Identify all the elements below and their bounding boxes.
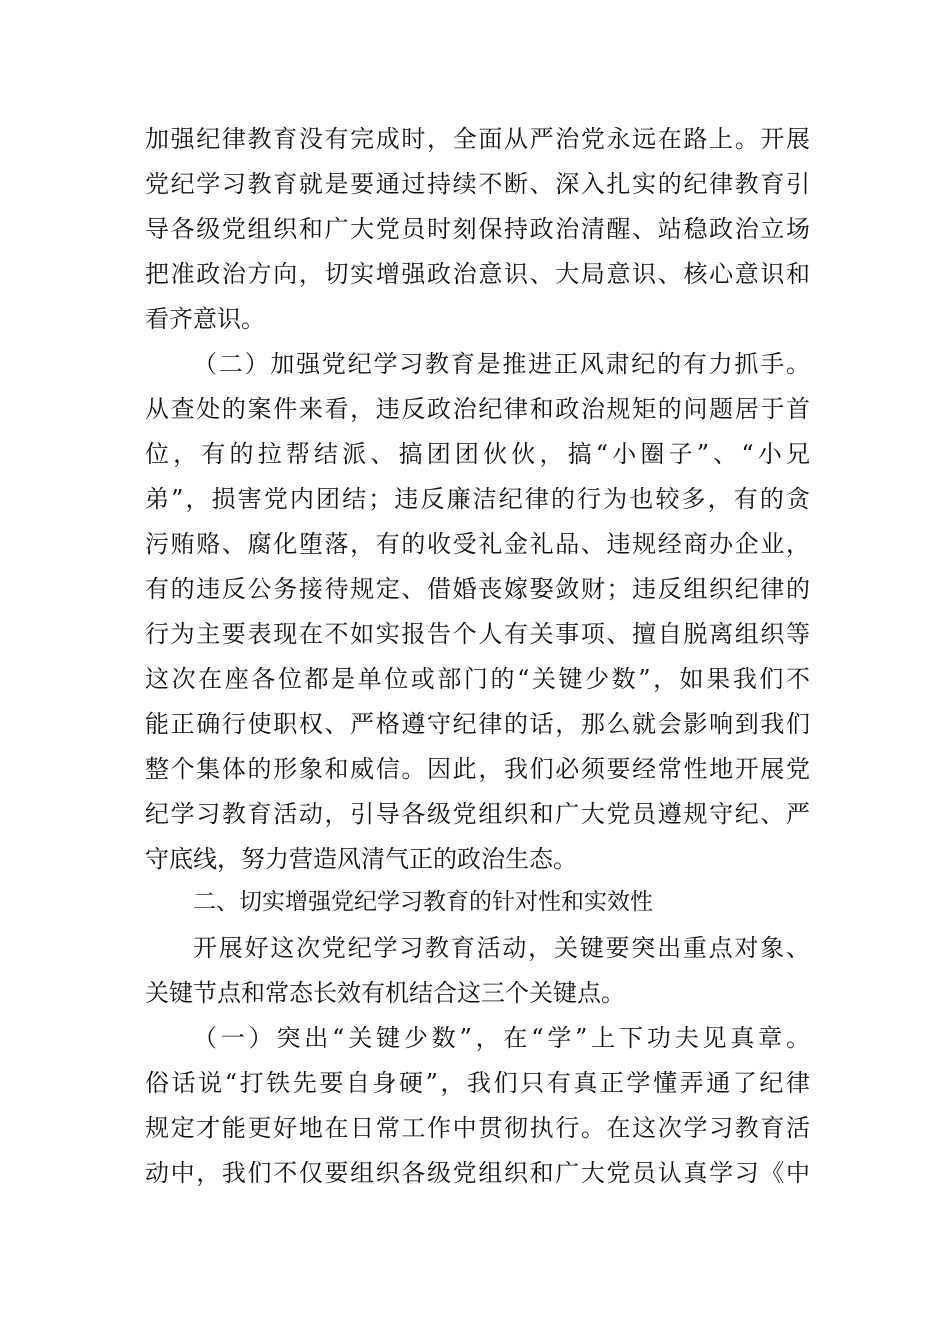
text-line: 位，有的拉帮结派、搞团团伙伙，搞“小圈子”、“小兄 [145,440,810,468]
text-line: 开展好这次党纪学习教育活动，关键要突出重点对象、 [193,934,810,962]
text-line: 这次在座各位都是单位或部门的“关键少数”，如果我们不 [145,665,810,693]
text-line: 污贿赂、腐化堕落，有的收受礼金礼品、违规经商办企业， [145,530,810,558]
text-line: 关键节点和常态长效有机结合这三个关键点。 [145,979,625,1007]
subsection-heading: （一）突出“关键少数”，在“学”上下功夫见真章。 [193,1024,810,1052]
text-line: 守底线，努力营造风清气正的政治生态。 [145,845,577,873]
subsection-heading: （二）加强党纪学习教育是推进正风肃纪的有力抓手。 [193,350,810,378]
text-line: 俗话说“打铁先要自身硬”，我们只有真正学懂弄通了纪律 [145,1069,810,1097]
text-line: 整个集体的形象和威信。因此，我们必须要经常性地开展党 [145,755,810,783]
text-line: 纪学习教育活动，引导各级党组织和广大党员遵规守纪、严 [145,800,810,828]
text-line: 把准政治方向，切实增强政治意识、大局意识、核心意识和 [145,260,810,288]
section-heading: 二、切实增强党纪学习教育的针对性和实效性 [193,889,653,915]
text-line: 规定才能更好地在日常工作中贯彻执行。在这次学习教育活 [145,1114,810,1142]
text-line: 弟”，损害党内团结；违反廉洁纪律的行为也较多，有的贪 [145,485,810,513]
text-line: 能正确行使职权、严格遵守纪律的话，那么就会影响到我们 [145,710,810,738]
text-line: 加强纪律教育没有完成时，全面从严治党永远在路上。开展 [145,125,810,153]
text-line: 导各级党组织和广大党员时刻保持政治清醒、站稳政治立场 [145,215,810,243]
text-line: 党纪学习教育就是要通过持续不断、深入扎实的纪律教育引 [145,170,810,198]
text-line: 动中，我们不仅要组织各级党组织和广大党员认真学习《中 [145,1159,810,1187]
text-line: 行为主要表现在不如实报告个人有关事项、擅自脱离组织等 [145,620,810,648]
text-line: 从查处的案件来看，违反政治纪律和政治规矩的问题居于首 [145,395,810,423]
text-line: 看齐意识。 [145,305,265,333]
text-line: 有的违反公务接待规定、借婚丧嫁娶敛财；违反组织纪律的 [145,575,810,603]
